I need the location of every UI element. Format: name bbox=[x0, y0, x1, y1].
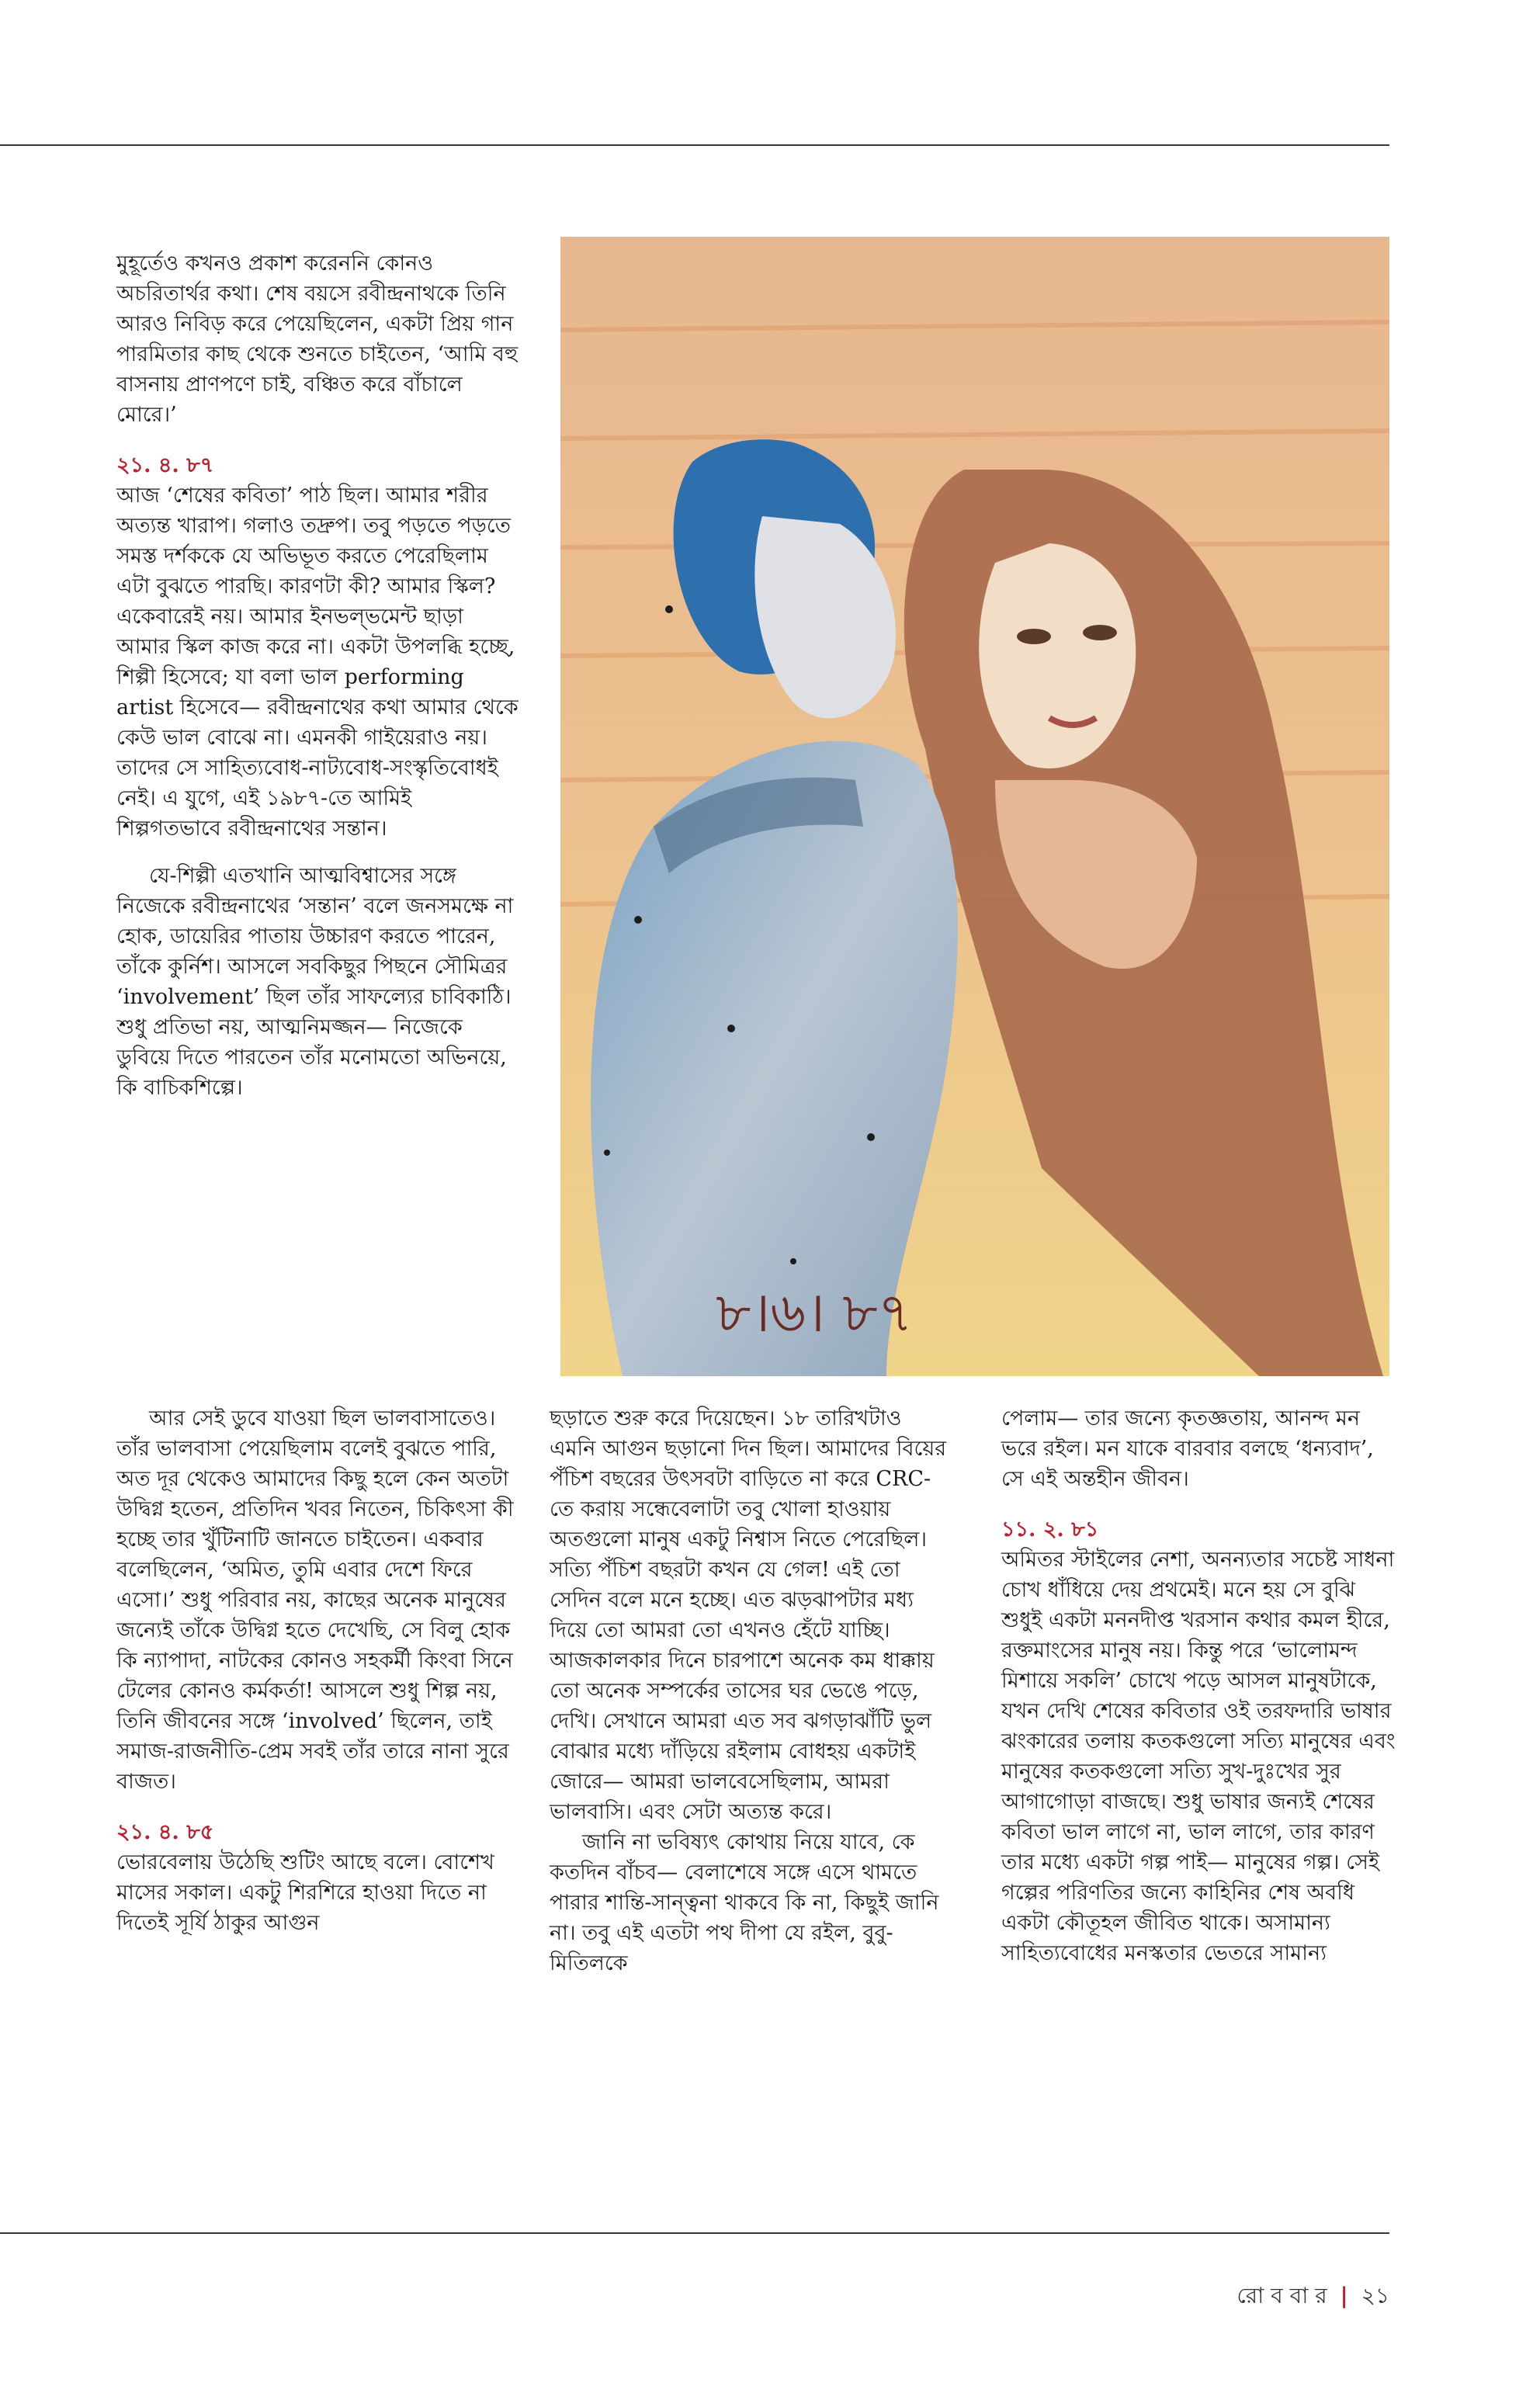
painting-illustration bbox=[560, 237, 1389, 1376]
paragraph: ছড়াতে শুরু করে দিয়েছেন। ১৮ তারিখটাও এমনি আগুন ছড়ানো দিন ছিল। আমাদের বিয়ের পঁচিশ বছরের উৎসবটা বাড়িতে না করে CRC-তে করায় সন্ধেবেলাটা তবু খোলা হাওয়ায় অতগুলো মানুষ একটু নিশ্বাস নিতে পেরেছিল। সত্যি পঁচিশ বছরটা কখন যে গেল! এই তো সেদিন বলে মনে হচ্ছে। এত ঝড়ঝাপটার মধ্য দিয়ে তো আমরা তো এখনও হেঁটে যাচ্ছি। আজকালকার দিনে চারপাশে অনেক কম ধাক্কায় তো অনেক সম্পর্কের তাসের ঘর ভেঙে পড়ে, দেখি। সেখানে আমরা এত সব ঝগড়াঝাঁটি ভুল বোঝার মধ্যে দাঁড়িয়ে রইলাম বোধহয় একটাই জোরে— আমরা ভালবেসেছিলাম, আমরা ভালবাসি। এবং সেটা অত্যন্ত করে। bbox=[550, 1406, 947, 1824]
diary-date-3: ১১. ২. ৮১ bbox=[1001, 1517, 1099, 1542]
paragraph: মুহূর্তেও কখনও প্রকাশ করেননি কোনও অচরিতার্থর কথা। শেষ বয়সে রবীন্দ্রনাথকে তিনি আরও নিবিড় করে পেয়েছিলেন, একটা প্রিয় গান পারমিতার কাছ থেকে শুনতে চাইতেন, ‘আমি বহু বাসনায় প্রাণপণে চাই, বঞ্চিত করে বাঁচালে মোরে।’ bbox=[116, 251, 519, 427]
paragraph: জানি না ভবিষ্যৎ কোথায় নিয়ে যাবে, কে কতদিন বাঁচব— বেলাশেষে সঙ্গে এসে থামতে পারার শান্তি-সান্ত্বনা থাকবে কি না, কিছুই জানি না। তবু এই এতটা পথ দীপা যে রইল, বুবু-মিতিলকে bbox=[550, 1830, 939, 1975]
magazine-name: রো ব বা র bbox=[1237, 2283, 1327, 2308]
column-1-top bbox=[116, 248, 520, 1103]
bottom-rule bbox=[0, 2232, 1389, 2234]
diary-date-2: ২১. ৪. ৮৫ bbox=[116, 1820, 214, 1844]
diary-entry-1: আজ ‘শেষের কবিতা’ পাঠ ছিল। আমার শরীর অত্যন্ত খারাপ। গলাও তদ্রুপ। তবু পড়তে পড়তে সমস্ত দর্শককে যে অভিভূত করতে পেরেছিলাম এটা বুঝতে পারছি। কারণটা কী? আমার স্কিল? একেবারেই নয়। আমার ইনভল্‌ভমেন্ট ছাড়া আমার স্কিল কাজ করে না। একটা উপলব্ধি হচ্ছে, শিল্পী হিসেবে; যা বলা ভাল performing artist হিসেবে— রবীন্দ্রনাথের কথা আমার থেকে কেউ ভাল বোঝে না। এমনকী গাইয়েরাও নয়। তাদের সে সাহিত্যবোধ-নাট্যবোধ-সংস্কৃতিবোধই নেই। এ যুগে, এই ১৯৮৭-তে আমিই শিল্পগতভাবে রবীন্দ্রনাথের সন্তান। bbox=[116, 484, 519, 841]
painting-signature: ৮।৬। ৮৭ bbox=[716, 1281, 914, 1344]
page-footer bbox=[1237, 2279, 1389, 2315]
column-3 bbox=[1001, 1403, 1397, 1968]
page-number: ২১ bbox=[1361, 2283, 1389, 2308]
paragraph: যে-শিল্পী এতখানি আত্মবিশ্বাসের সঙ্গে নিজেকে রবীন্দ্রনাথের ‘সন্তান’ বলে জনসমক্ষে না হোক, ডায়েরির পাতায় উচ্চারণ করতে পারেন, তাঁকে কুর্নিশ। আসলে সবকিছুর পিছনে সৌমিত্রর ‘involvement’ ছিল তাঁর সাফল্যের চাবিকাঠি। শুধু প্রতিভা নয়, আত্মনিমজ্জন— নিজেকে ডুবিয়ে দিতে পারতেন তাঁর মনোমতো অভিনয়ে, কি বাচিকশিল্পে। bbox=[116, 864, 514, 1100]
diary-entry-3: অমিতর স্টাইলের নেশা, অনন্যতার সচেষ্ট সাধনা চোখ ধাঁধিয়ে দেয় প্রথমেই। মনে হয় সে বুঝি শুধুই একটা মননদীপ্ত খরসান কথার কমল হীরে, রক্তমাংসের মানুষ নয়। কিন্তু পরে ‘ভালোমন্দ মিশায়ে সকলি’ চোখে পড়ে আসল মানুষটাকে, যখন দেখি শেষের কবিতার ওই তরফদারি ভাষার ঝংকারের তলায় কতকগুলো সত্যি মানুষের এবং মানুষের কতকগুলো সত্যি সুখ-দুঃখের সুর আগাগোড়া বাজছে। শুধু ভাষার জন্যই শেষের কবিতা ভাল লাগে না, ভাল লাগে, তার কারণ তার মধ্যে একটা গল্প পাই— মানুষের গল্প। সেই গল্পের পরিণতির জন্যে কাহিনির শেষ অবধি একটা কৌতূহল জীবিত থাকে। অসামান্য সাহিত্যবোধের মনস্কতার ভেতরে সামান্য bbox=[1001, 1548, 1396, 1965]
top-rule bbox=[0, 144, 1389, 146]
diary-entry-2: ভোরবেলায় উঠেছি শুটিং আছে বলে। বোশেখ মাসের সকাল। একটু শিরশিরে হাওয়া দিতে না দিতেই সূর্যি ঠাকুর আগুন bbox=[116, 1850, 494, 1935]
column-2 bbox=[550, 1403, 953, 1979]
watercolor-painting bbox=[560, 237, 1389, 1376]
paragraph: আর সেই ডুবে যাওয়া ছিল ভালবাসাতেও। তাঁর ভালবাসা পেয়েছিলাম বলেই বুঝতে পারি, অত দূর থেকেও আমাদের কিছু হলে কেন অতটা উদ্বিগ্ন হতেন, প্রতিদিন খবর নিতেন, চিকিৎসা কী হচ্ছে তার খুঁটিনাটি জানতে চাইতেন। একবার বলেছিলেন, ‘অমিত, তুমি এবার দেশে ফিরে এসো।’ শুধু পরিবার নয়, কাছের অনেক মানুষের জন্যেই তাঁকে উদ্বিগ্ন হতে দেখেছি, সে বিলু হোক কি ন্যাপাদা, নাটকের কোনও সহকর্মী কিংবা সিনে টেলের কোনও কর্মকর্তা! আসলে শুধু শিল্প নয়, তিনি জীবনের সঙ্গে ‘involved’ ছিলেন, তাই সমাজ-রাজনীতি-প্রেম সবই তাঁর তারে নানা সুরে বাজত। bbox=[116, 1406, 514, 1794]
footer-separator: | bbox=[1340, 2283, 1348, 2308]
diary-date-1: ২১. ৪. ৮৭ bbox=[116, 453, 214, 477]
column-1-bottom bbox=[116, 1403, 520, 1938]
paragraph: পেলাম— তার জন্যে কৃতজ্ঞতায়, আনন্দ মন ভরে রইল। মন যাকে বারবার বলছে ‘ধন্যবাদ’, সে এই অন্তহীন জীবন। bbox=[1001, 1406, 1374, 1491]
